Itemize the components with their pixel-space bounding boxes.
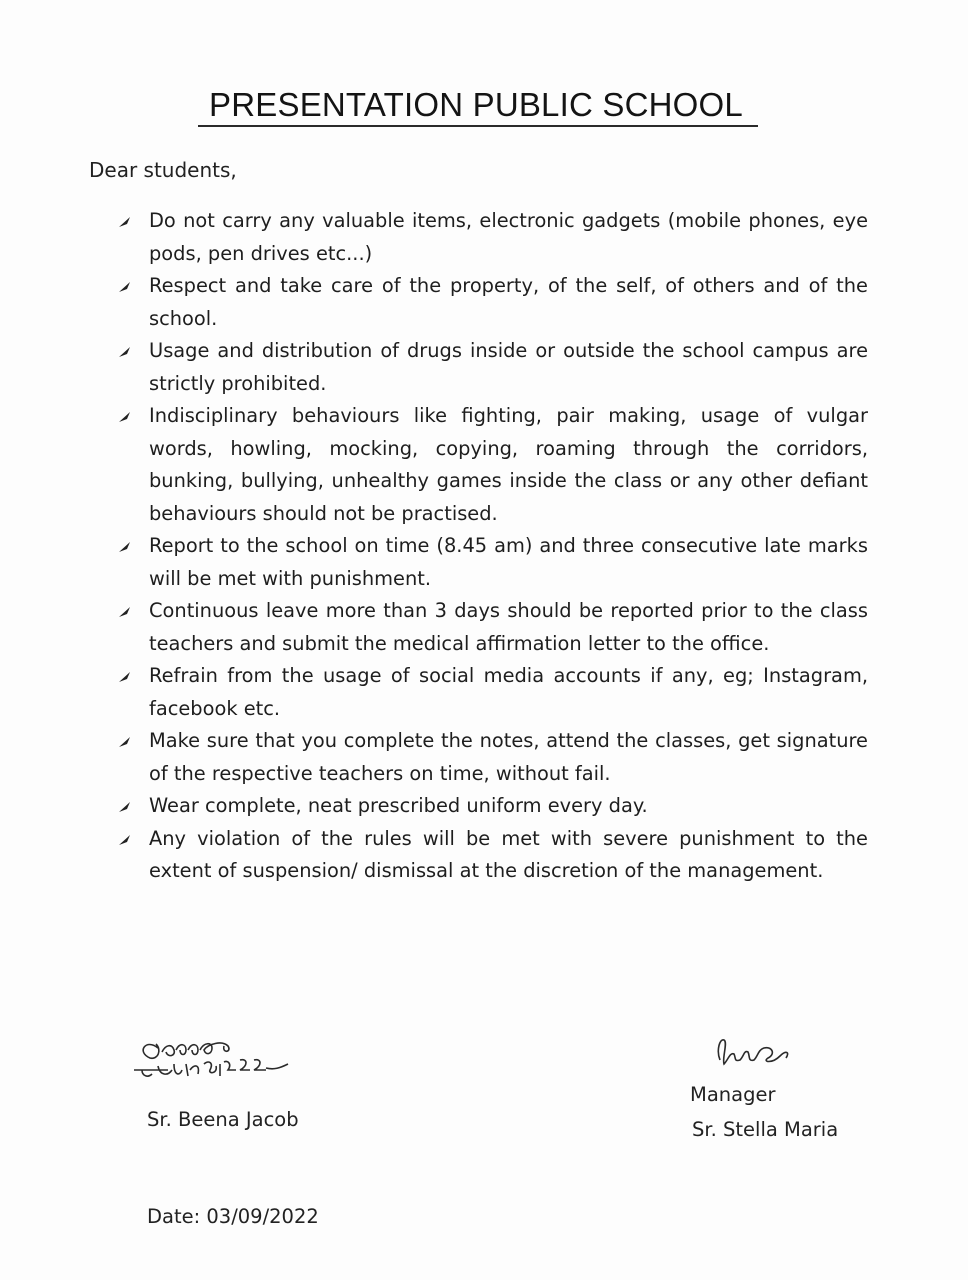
rule-item <box>0 270 968 335</box>
arrowhead-bullet-icon <box>118 671 131 683</box>
rule-text: Respect and take care of the property, of the self, of others and of the school. <box>149 274 868 330</box>
rule-text: Make sure that you complete the notes, attend the classes, get signature of the respective teachers on time, without fail. <box>149 729 868 785</box>
rule-item <box>0 660 968 725</box>
salutation: Dear students, <box>89 158 237 182</box>
arrowhead-bullet-icon <box>118 216 131 228</box>
rule-text: Refrain from the usage of social media accounts if any, eg; Instagram, facebook etc. <box>149 664 868 720</box>
rule-text: Continuous leave more than 3 days should be reported prior to the class teachers and submit the medical affirmation letter to the office. <box>149 599 868 655</box>
document-date: Date: 03/09/2022 <box>147 1205 319 1228</box>
arrowhead-bullet-icon <box>118 346 131 358</box>
rule-text: Wear complete, neat prescribed uniform every day. <box>149 794 648 817</box>
manager-signature <box>710 1030 800 1075</box>
rules-list <box>0 205 968 888</box>
rule-item <box>0 725 968 790</box>
manager-role: Manager <box>690 1083 776 1106</box>
arrowhead-bullet-icon <box>118 541 131 553</box>
rule-text: Any violation of the rules will be met with severe punishment to the extent of suspension/ dismissal at the discretion of the management. <box>149 826 868 882</box>
rule-item <box>0 400 968 530</box>
school-title: PRESENTATION PUBLIC SCHOOL <box>209 86 743 123</box>
principal-signature <box>128 1030 298 1090</box>
arrowhead-bullet-icon <box>118 801 131 813</box>
title-underline <box>198 125 758 127</box>
rule-item <box>0 530 968 595</box>
rule-item <box>0 823 968 888</box>
rule-item <box>0 335 968 400</box>
rule-item <box>0 205 968 270</box>
rule-text: Usage and distribution of drugs inside or outside the school campus are strictly prohibited. <box>149 339 868 395</box>
arrowhead-bullet-icon <box>118 281 131 293</box>
arrowhead-bullet-icon <box>118 834 131 846</box>
arrowhead-bullet-icon <box>118 736 131 748</box>
rule-text: Do not carry any valuable items, electronic gadgets (mobile phones, eye pods, pen drives etc...) <box>149 209 868 265</box>
rule-item <box>0 790 968 823</box>
manager-name: Sr. Stella Maria <box>692 1118 839 1141</box>
rule-item <box>0 595 968 660</box>
rule-text: Indisciplinary behaviours like fighting, pair making, usage of vulgar words, howling, mocking, copying, roaming through the corridors, bunking, bullying, unhealthy games inside the class or any other defiant behaviours should not be practised. <box>149 404 868 525</box>
rule-text: Report to the school on time (8.45 am) and three consecutive late marks will be met with punishment. <box>149 534 868 590</box>
arrowhead-bullet-icon <box>118 411 131 423</box>
principal-name: Sr. Beena Jacob <box>147 1108 299 1131</box>
arrowhead-bullet-icon <box>118 606 131 618</box>
